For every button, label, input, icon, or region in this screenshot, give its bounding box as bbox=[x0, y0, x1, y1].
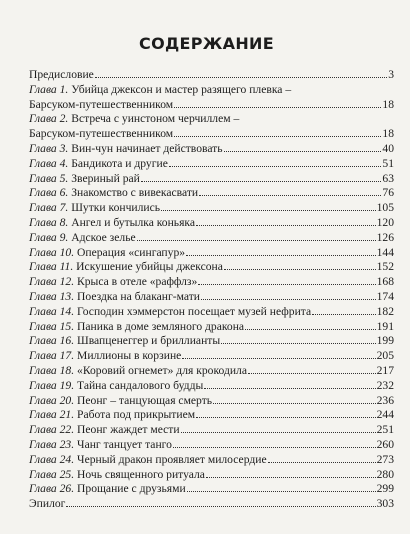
toc-entry bbox=[29, 157, 394, 172]
chapter-title: Пеонг жаждет мести bbox=[77, 423, 180, 437]
dot-leader bbox=[196, 225, 376, 226]
toc-entry bbox=[29, 201, 394, 216]
toc-entry bbox=[29, 275, 394, 290]
chapter-number: Глава 6. bbox=[29, 186, 69, 200]
dot-leader bbox=[199, 195, 381, 196]
page-number: 205 bbox=[376, 349, 394, 363]
chapter-title: Операция «сингапур» bbox=[77, 245, 186, 259]
chapter-title: Паника в доме земляного дракона bbox=[77, 319, 245, 333]
toc-entry bbox=[29, 186, 394, 201]
toc-entry-label bbox=[29, 320, 244, 335]
toc-entry bbox=[29, 482, 394, 497]
dot-leader bbox=[137, 240, 376, 241]
toc-entry-label bbox=[29, 438, 172, 453]
toc-entry bbox=[29, 379, 394, 394]
toc-entry bbox=[29, 231, 394, 246]
toc-entry-label bbox=[29, 260, 223, 275]
page-number: 199 bbox=[376, 334, 394, 348]
page-number: 182 bbox=[376, 304, 394, 318]
page-number: 76 bbox=[382, 186, 394, 200]
toc-entry bbox=[29, 83, 394, 98]
chapter-number: Глава 8. bbox=[29, 215, 69, 229]
toc-entry-label bbox=[29, 68, 94, 83]
dot-leader bbox=[248, 373, 376, 374]
chapter-number: Глава 12. bbox=[29, 275, 75, 289]
page-number: 217 bbox=[376, 363, 394, 377]
page-number: 303 bbox=[376, 497, 394, 511]
chapter-title: Работа под прикрытием bbox=[77, 408, 196, 422]
toc-entry bbox=[29, 497, 394, 512]
chapter-number: Глава 10. bbox=[29, 245, 75, 259]
dot-leader bbox=[204, 388, 375, 389]
toc-entry-label bbox=[29, 231, 136, 246]
chapter-title: Барсуком-путешественником bbox=[29, 127, 174, 141]
chapter-title: Крыса в отеле «раффлз» bbox=[77, 275, 198, 289]
toc-entry bbox=[29, 349, 394, 364]
toc-entry bbox=[29, 438, 394, 453]
dot-leader bbox=[186, 255, 376, 256]
page-number: 260 bbox=[376, 437, 394, 451]
toc-entry-label bbox=[29, 186, 198, 201]
chapter-number: Глава 22. bbox=[29, 423, 75, 437]
toc-entry bbox=[29, 394, 394, 409]
chapter-title: Ночь священного ритуала bbox=[77, 467, 205, 481]
chapter-title: Знакомство с вивекасвати bbox=[71, 186, 199, 200]
toc-entry-label bbox=[29, 127, 173, 142]
chapter-title: Эпилог bbox=[29, 497, 66, 511]
chapter-title: Вин-чун начинает действовать bbox=[71, 141, 223, 155]
toc-entry bbox=[29, 260, 394, 275]
toc-entry-label bbox=[29, 423, 180, 438]
toc-entry bbox=[29, 142, 394, 157]
toc-entry bbox=[29, 98, 394, 113]
toc-entry-label bbox=[29, 482, 186, 497]
toc-entry-label bbox=[29, 305, 311, 320]
chapter-number: Глава 5. bbox=[29, 171, 69, 185]
chapter-number: Глава 1. bbox=[29, 82, 69, 96]
toc-entry-label bbox=[29, 334, 220, 349]
toc-entry-label bbox=[29, 290, 200, 305]
chapter-number: Глава 4. bbox=[29, 156, 69, 170]
chapter-number: Глава 3. bbox=[29, 141, 69, 155]
toc-entry bbox=[29, 68, 394, 83]
chapter-number: Глава 21. bbox=[29, 408, 75, 422]
chapter-title: Швапценеггер и бриллианты bbox=[77, 334, 221, 348]
page-number: 126 bbox=[376, 230, 394, 244]
toc-entry bbox=[29, 364, 394, 379]
page-number: 120 bbox=[376, 215, 394, 229]
toc-entry-label bbox=[29, 453, 267, 468]
page-number: 168 bbox=[376, 275, 394, 289]
chapter-number: Глава 23. bbox=[29, 437, 75, 451]
toc-entry-label bbox=[29, 379, 203, 394]
dot-leader bbox=[173, 447, 376, 448]
toc-entry bbox=[29, 453, 394, 468]
dot-leader bbox=[182, 358, 375, 359]
page-number: 299 bbox=[376, 482, 394, 496]
page-number: 251 bbox=[376, 423, 394, 437]
toc-entry-label bbox=[29, 408, 195, 423]
chapter-number: Глава 13. bbox=[29, 289, 75, 303]
page-number: 280 bbox=[376, 467, 394, 481]
chapter-title: Бандикота и другие bbox=[71, 156, 168, 170]
chapter-title: Барсуком-путешественником bbox=[29, 97, 174, 111]
page-title: СОДЕРЖАНИЕ bbox=[139, 34, 274, 53]
chapter-number: Глава 9. bbox=[29, 230, 69, 244]
page-number: 244 bbox=[376, 408, 394, 422]
chapter-title: Тайна сандалового будды bbox=[77, 378, 204, 392]
chapter-number: Глава 25. bbox=[29, 467, 75, 481]
chapter-title: Ангел и бутылка коньяка bbox=[71, 215, 196, 229]
toc-entry bbox=[29, 290, 394, 305]
dot-leader bbox=[213, 403, 376, 404]
toc-entry-label bbox=[29, 275, 197, 290]
dot-leader bbox=[312, 314, 375, 315]
toc-entry-label bbox=[29, 142, 223, 157]
chapter-title: «Коровий огнемет» для крокодила bbox=[77, 363, 247, 377]
dot-leader bbox=[224, 269, 376, 270]
dot-leader bbox=[196, 417, 376, 418]
page-number: 40 bbox=[382, 141, 394, 155]
toc-entry bbox=[29, 112, 394, 127]
toc-entry-label bbox=[29, 172, 140, 187]
toc-entry-label bbox=[29, 364, 247, 379]
chapter-title: Поездка на блаканг-мати bbox=[77, 289, 200, 303]
toc-entry-label bbox=[29, 349, 181, 364]
chapter-number: Глава 26. bbox=[29, 482, 75, 496]
chapter-number: Глава 2. bbox=[29, 112, 69, 126]
chapter-title: Встреча с уинстоном черчиллем – bbox=[71, 112, 240, 126]
page-number: 144 bbox=[376, 245, 394, 259]
toc-entry bbox=[29, 216, 394, 231]
table-of-contents bbox=[29, 68, 394, 512]
toc-entry bbox=[29, 127, 394, 142]
toc-entry-label bbox=[29, 394, 212, 409]
chapter-number: Глава 17. bbox=[29, 349, 75, 363]
page-number: 273 bbox=[376, 452, 394, 466]
dot-leader bbox=[174, 136, 381, 137]
toc-entry bbox=[29, 246, 394, 261]
dot-leader bbox=[201, 299, 376, 300]
toc-entry bbox=[29, 320, 394, 335]
toc-entry-label bbox=[29, 98, 173, 113]
toc-entry-label bbox=[29, 157, 168, 172]
dot-leader bbox=[221, 343, 375, 344]
page-number: 191 bbox=[376, 319, 394, 333]
chapter-title: Миллионы в корзине bbox=[77, 349, 182, 363]
chapter-title: Убийца джексон и мастер разящего плевка – bbox=[71, 82, 292, 96]
dot-leader bbox=[224, 151, 382, 152]
toc-entry-label bbox=[29, 216, 195, 231]
chapter-title: Господин хэммерстон посещает музей нефрита bbox=[77, 304, 312, 318]
chapter-number: Глава 11. bbox=[29, 260, 74, 274]
toc-entry-label bbox=[29, 497, 65, 512]
toc-entry bbox=[29, 423, 394, 438]
page-number: 3 bbox=[388, 68, 394, 81]
toc-entry-label bbox=[29, 83, 291, 98]
dot-leader bbox=[174, 107, 381, 108]
chapter-title: Звериный рай bbox=[71, 171, 140, 185]
dot-leader bbox=[141, 181, 382, 182]
toc-entry-label bbox=[29, 468, 205, 483]
toc-entry bbox=[29, 334, 394, 349]
toc-entry-label bbox=[29, 201, 160, 216]
chapter-number: Глава 7. bbox=[29, 201, 69, 215]
toc-entry-label bbox=[29, 246, 185, 261]
chapter-title: Адское зелье bbox=[71, 230, 136, 244]
chapter-number: Глава 19. bbox=[29, 378, 75, 392]
dot-leader bbox=[206, 477, 376, 478]
dot-leader bbox=[169, 166, 382, 167]
chapter-title: Предисловие bbox=[29, 68, 94, 81]
toc-entry-label bbox=[29, 112, 239, 127]
page-number: 105 bbox=[376, 201, 394, 215]
chapter-number: Глава 18. bbox=[29, 363, 75, 377]
dot-leader bbox=[245, 329, 376, 330]
page-number: 152 bbox=[376, 260, 394, 274]
page-number: 18 bbox=[382, 97, 394, 111]
page-number: 174 bbox=[376, 289, 394, 303]
chapter-title: Шутки кончились bbox=[71, 201, 161, 215]
chapter-title: Чанг танцует танго bbox=[77, 437, 172, 451]
page-number: 63 bbox=[382, 171, 394, 185]
chapter-number: Глава 20. bbox=[29, 393, 75, 407]
toc-entry bbox=[29, 408, 394, 423]
chapter-number: Глава 24. bbox=[29, 452, 75, 466]
chapter-title: Пеонг – танцующая смерть bbox=[77, 393, 213, 407]
toc-entry bbox=[29, 172, 394, 187]
page-number: 18 bbox=[382, 127, 394, 141]
dot-leader bbox=[161, 210, 376, 211]
chapter-number: Глава 14. bbox=[29, 304, 75, 318]
dot-leader bbox=[187, 491, 376, 492]
dot-leader bbox=[198, 284, 375, 285]
page-number: 236 bbox=[376, 393, 394, 407]
toc-entry bbox=[29, 468, 394, 483]
chapter-title: Черный дракон проявляет милосердие bbox=[77, 452, 267, 466]
dot-leader bbox=[181, 432, 376, 433]
chapter-title: Прощание с друзьями bbox=[77, 482, 186, 496]
chapter-number: Глава 15. bbox=[29, 319, 75, 333]
chapter-title: Искушение убийцы джексона bbox=[76, 260, 223, 274]
page-number: 232 bbox=[376, 378, 394, 392]
chapter-number: Глава 16. bbox=[29, 334, 75, 348]
dot-leader bbox=[268, 462, 376, 463]
dot-leader bbox=[66, 506, 375, 507]
dot-leader bbox=[95, 77, 387, 78]
page-number: 51 bbox=[382, 156, 394, 170]
toc-entry bbox=[29, 305, 394, 320]
